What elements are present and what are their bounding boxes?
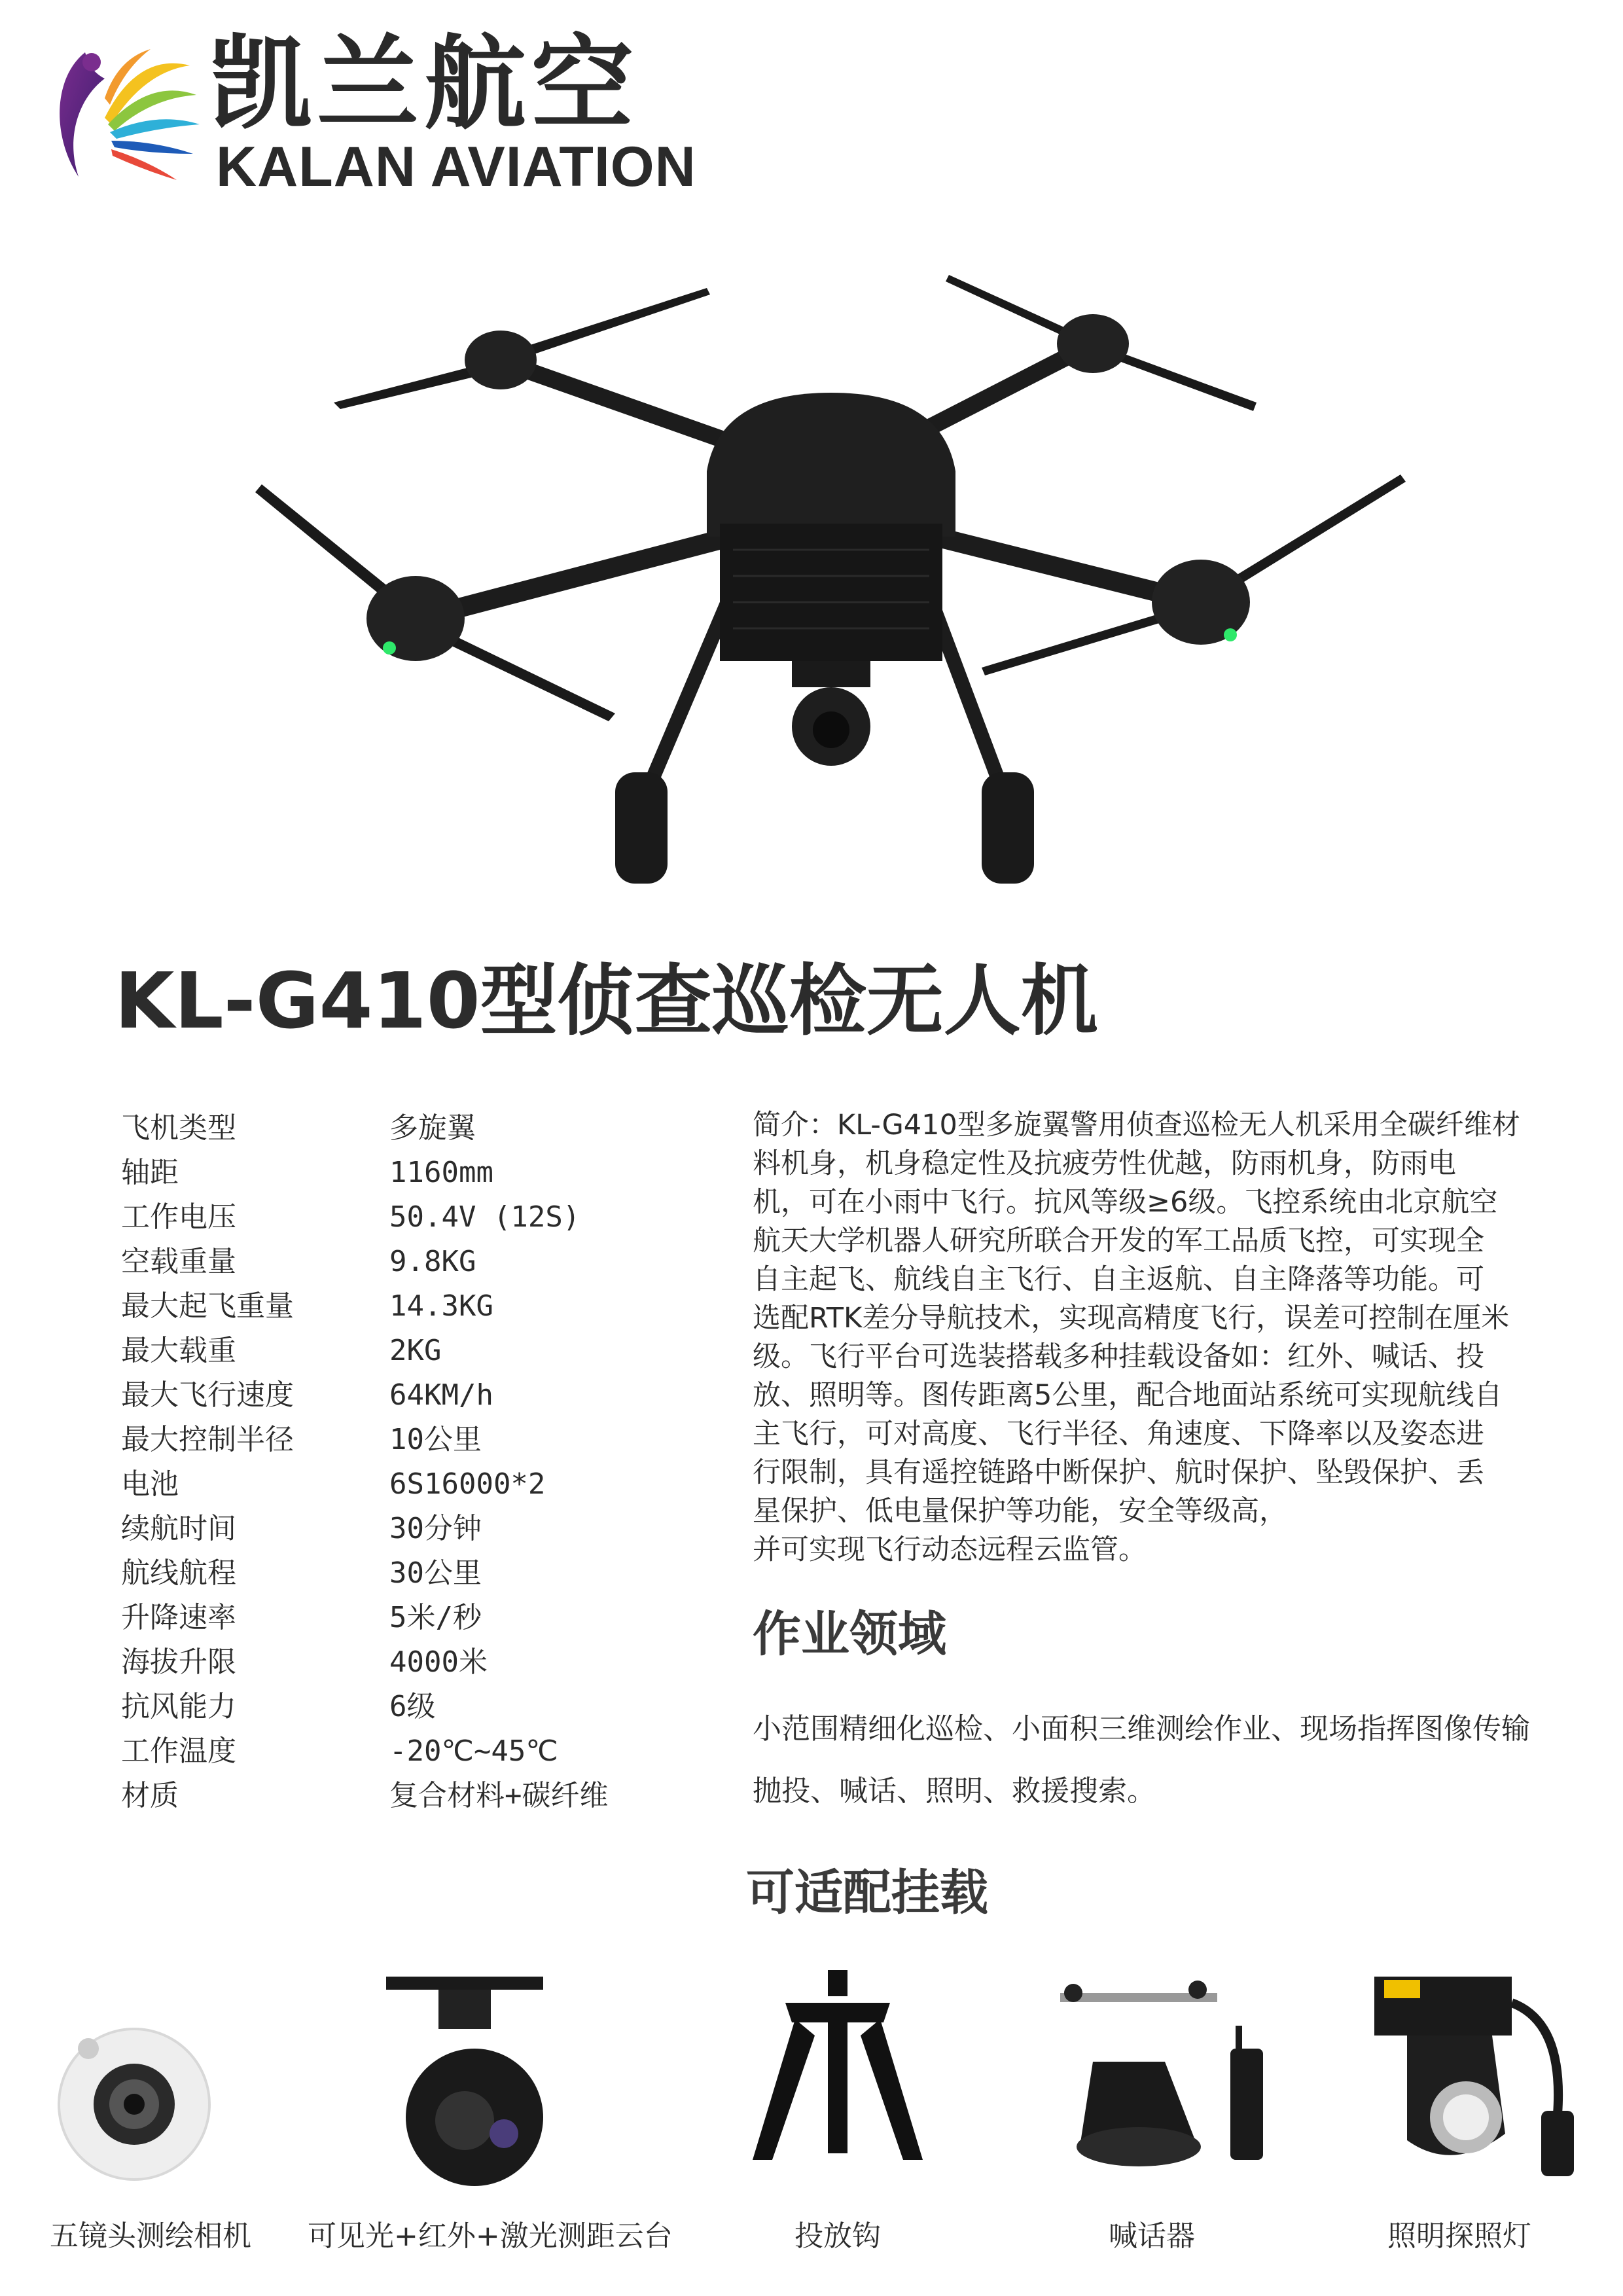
- spec-table: [121, 1106, 710, 1818]
- searchlight-icon: [1309, 1964, 1610, 2206]
- section-title-payloads: 可适配挂载: [746, 1865, 988, 1921]
- spec-label: 最大控制半径: [121, 1423, 294, 1456]
- intro-line: 级。飞行平台可选装搭载多种挂载设备如：红外、喊话、投: [753, 1340, 1484, 1373]
- spec-value: 50.4V (12S): [389, 1200, 580, 1234]
- spec-row: [121, 1596, 710, 1640]
- payload-label: 投放钩: [794, 2219, 881, 2253]
- spec-value: 5米/秒: [389, 1601, 482, 1634]
- spec-value: 1160mm: [389, 1156, 493, 1189]
- spec-label: 抗风能力: [121, 1690, 236, 1723]
- intro-line: 行限制，具有遥控链路中断保护、航时保护、坠毁保护、丢: [753, 1456, 1484, 1489]
- areas-line: 抛投、喊话、照明、救援搜索。: [753, 1774, 1156, 1808]
- spec-label: 最大起飞重量: [121, 1289, 294, 1323]
- megaphone-icon: [1001, 1964, 1302, 2206]
- spec-label: 电池: [121, 1467, 179, 1501]
- intro-paragraph: [753, 1106, 1558, 1570]
- spec-label: 工作温度: [121, 1734, 236, 1768]
- spec-label: 升降速率: [121, 1601, 236, 1634]
- payload-item: [308, 1964, 673, 2291]
- spec-row: [121, 1551, 710, 1596]
- intro-line: 主飞行，可对高度、飞行半径、角速度、下降率以及姿态进: [753, 1418, 1484, 1450]
- spec-row: [121, 1329, 710, 1373]
- spec-value: 30公里: [389, 1556, 482, 1590]
- spec-label: 航线航程: [121, 1556, 236, 1590]
- spec-row: [121, 1685, 710, 1729]
- spec-value: 9.8KG: [389, 1245, 476, 1278]
- spec-value: 6级: [389, 1690, 436, 1723]
- release-hook-icon: [687, 1964, 988, 2206]
- spec-label: 轴距: [121, 1156, 179, 1189]
- payload-item: [0, 1964, 301, 2291]
- spec-value: -20℃~45℃: [389, 1734, 558, 1768]
- intro-line: 简介：KL-G410型多旋翼警用侦查巡检无人机采用全碳纤维材: [753, 1109, 1520, 1141]
- payload-label: 喊话器: [1109, 2219, 1195, 2253]
- brand-name-en: KALAN AVIATION: [216, 135, 696, 198]
- payload-label: 照明探照灯: [1387, 2219, 1531, 2253]
- five-lens-camera-icon: [0, 1964, 301, 2206]
- payload-item: [687, 1964, 988, 2291]
- spec-value: 64KM/h: [389, 1378, 493, 1412]
- spec-row: [121, 1151, 710, 1195]
- intro-line: 并可实现飞行动态远程云监管。: [753, 1534, 1147, 1566]
- payload-label: 五镜头测绘相机: [50, 2219, 251, 2253]
- section-title-areas: 作业领域: [753, 1606, 946, 1662]
- intro-line: 自主起飞、航线自主飞行、自主返航、自主降落等功能。可: [753, 1263, 1484, 1296]
- spec-value: 2KG: [389, 1334, 442, 1367]
- spec-row: [121, 1240, 710, 1284]
- spec-label: 空载重量: [121, 1245, 236, 1278]
- spec-value: 多旋翼: [389, 1111, 476, 1145]
- spec-row: [121, 1106, 710, 1151]
- spec-label: 最大飞行速度: [121, 1378, 294, 1412]
- spec-label: 工作电压: [121, 1200, 236, 1234]
- spec-label: 飞机类型: [121, 1111, 236, 1145]
- intro-line: 机，可在小雨中飞行。抗风等级≥6级。飞控系统由北京航空: [753, 1186, 1498, 1219]
- spec-value: 14.3KG: [389, 1289, 493, 1323]
- intro-line: 料机身，机身稳定性及抗疲劳性优越，防雨机身，防雨电: [753, 1147, 1456, 1180]
- payload-item: [1001, 1964, 1302, 2291]
- payload-item: [1309, 1964, 1610, 2291]
- payload-label: 可见光+红外+激光测距云台: [308, 2219, 673, 2253]
- spec-row: [121, 1373, 710, 1418]
- intro-line: 航天大学机器人研究所联合开发的军工品质飞控，可实现全: [753, 1225, 1484, 1257]
- gimbal-camera-icon: [308, 1964, 648, 2206]
- spec-value: 10公里: [389, 1423, 482, 1456]
- spec-value: 6S16000*2: [389, 1467, 546, 1501]
- spec-row: [121, 1195, 710, 1240]
- spec-row: [121, 1507, 710, 1551]
- product-title: KL-G410型侦查巡检无人机: [115, 956, 1098, 1046]
- areas-line: 小范围精细化巡检、小面积三维测绘作业、现场指挥图像传输: [753, 1712, 1530, 1746]
- spec-row: [121, 1462, 710, 1507]
- spec-label: 续航时间: [121, 1512, 236, 1545]
- intro-line: 放、照明等。图传距离5公里，配合地面站系统可实现航线自: [753, 1379, 1503, 1412]
- spec-label: 海拔升限: [121, 1645, 236, 1679]
- spec-label: 最大载重: [121, 1334, 236, 1367]
- spec-row: [121, 1774, 710, 1818]
- intro-line: 星保护、低电量保护等功能，安全等级高，: [753, 1495, 1287, 1528]
- spec-value: 4000米: [389, 1645, 488, 1679]
- spec-row: [121, 1640, 710, 1685]
- spec-row: [121, 1418, 710, 1462]
- spec-row: [121, 1729, 710, 1774]
- brand-name-cn: 凯兰航空: [209, 24, 639, 143]
- spec-label: 材质: [121, 1779, 179, 1812]
- quadcopter-drone-icon: [249, 262, 1414, 897]
- spec-value: 复合材料+碳纤维: [389, 1779, 609, 1812]
- spec-value: 30分钟: [389, 1512, 482, 1545]
- spec-row: [121, 1284, 710, 1329]
- intro-line: 选配RTK差分导航技术，实现高精度飞行，误差可控制在厘米: [753, 1302, 1510, 1335]
